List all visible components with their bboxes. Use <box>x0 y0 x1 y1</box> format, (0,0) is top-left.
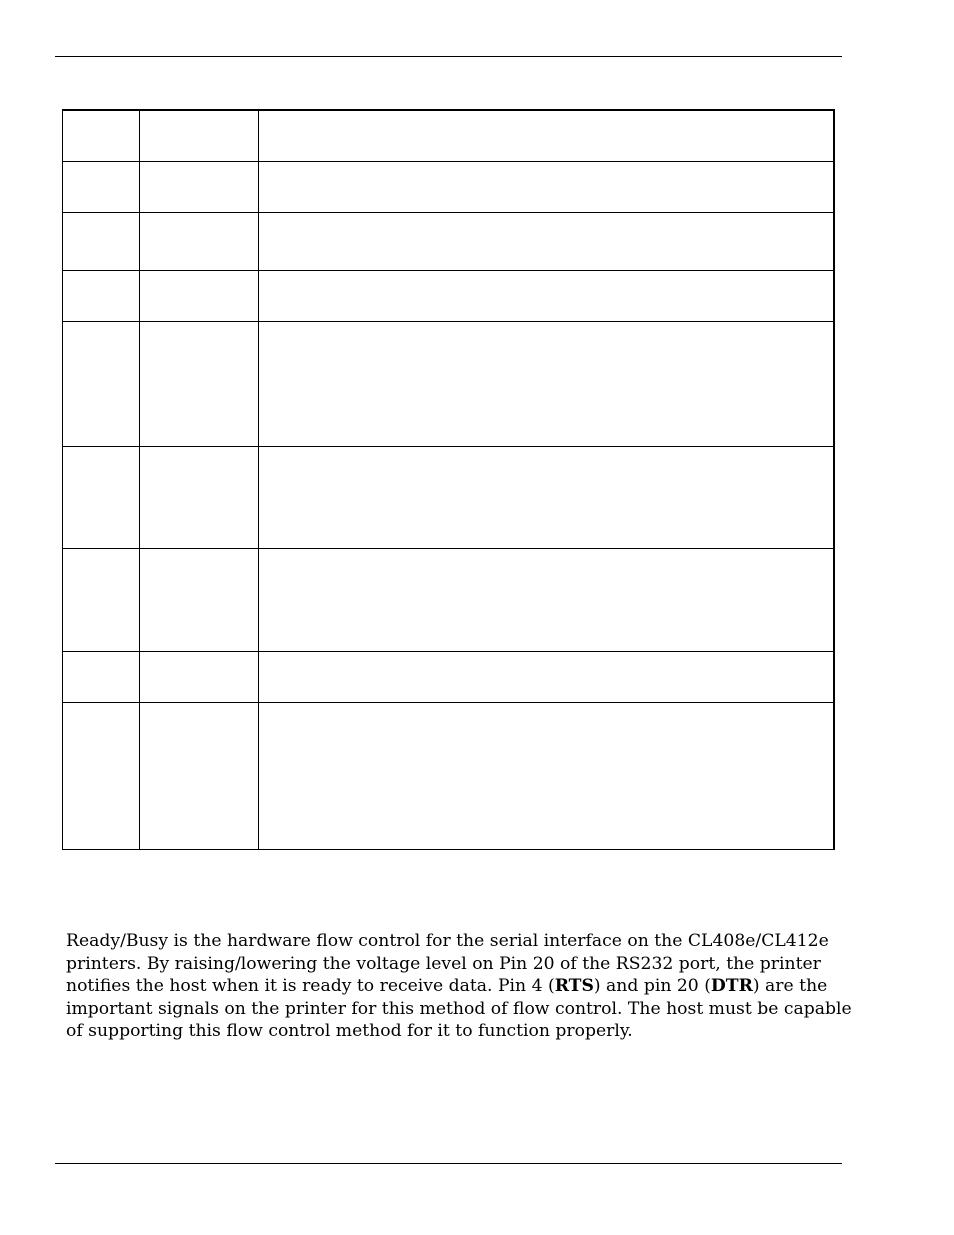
table-cell <box>140 212 259 270</box>
paragraph-line: printers. By raising/lowering the voltage level on Pin 20 of the RS232 port, the printer <box>66 953 821 974</box>
table-cell <box>63 270 140 321</box>
table-cell <box>140 702 259 849</box>
table-cell <box>140 548 259 651</box>
table-cell <box>63 548 140 651</box>
paragraph-line <box>66 975 828 998</box>
table-cell <box>259 702 835 849</box>
table-cell <box>140 446 259 548</box>
table-cell <box>63 161 140 212</box>
paragraph-line: important signals on the printer for this method of flow control. The host must be capable <box>66 998 852 1019</box>
paragraph-text: ) and pin 20 ( <box>593 976 711 997</box>
rts-signal-label: RTS <box>554 976 594 997</box>
table-row <box>63 161 835 212</box>
table-cell <box>63 321 140 446</box>
table-cell <box>63 446 140 548</box>
table-cell <box>140 321 259 446</box>
table-row <box>63 651 835 702</box>
dtr-signal-label: DTR <box>710 976 753 997</box>
pin-assignment-table <box>62 109 835 850</box>
paragraph-line: of supporting this flow control method for it to function properly. <box>66 1021 633 1042</box>
table-row <box>63 212 835 270</box>
table-row <box>63 321 835 446</box>
paragraph-line: Ready/Busy is the hardware flow control for the serial interface on the CL408e/CL412e <box>66 931 829 951</box>
footer-rule <box>55 1163 842 1164</box>
table-cell <box>140 110 259 161</box>
table-row <box>63 702 835 849</box>
ready-busy-paragraph <box>66 930 852 1043</box>
table-cell <box>259 651 835 702</box>
table-cell <box>140 270 259 321</box>
table-row <box>63 110 835 161</box>
table-row <box>63 548 835 651</box>
table-cell <box>63 702 140 849</box>
paragraph-text: notifies the host when it is ready to receive data. Pin 4 ( <box>66 976 555 997</box>
table-row <box>63 446 835 548</box>
table-cell <box>259 161 835 212</box>
table-cell <box>259 212 835 270</box>
paragraph-text: ) are the <box>752 976 828 997</box>
table-cell <box>140 651 259 702</box>
table-cell <box>140 161 259 212</box>
table-cell <box>259 446 835 548</box>
table-row <box>63 270 835 321</box>
header-rule <box>55 56 842 57</box>
table-cell <box>259 548 835 651</box>
table-cell <box>259 321 835 446</box>
table-cell <box>63 212 140 270</box>
table-cell <box>259 110 835 161</box>
table-cell <box>63 110 140 161</box>
table-cell <box>63 651 140 702</box>
table-cell <box>259 270 835 321</box>
